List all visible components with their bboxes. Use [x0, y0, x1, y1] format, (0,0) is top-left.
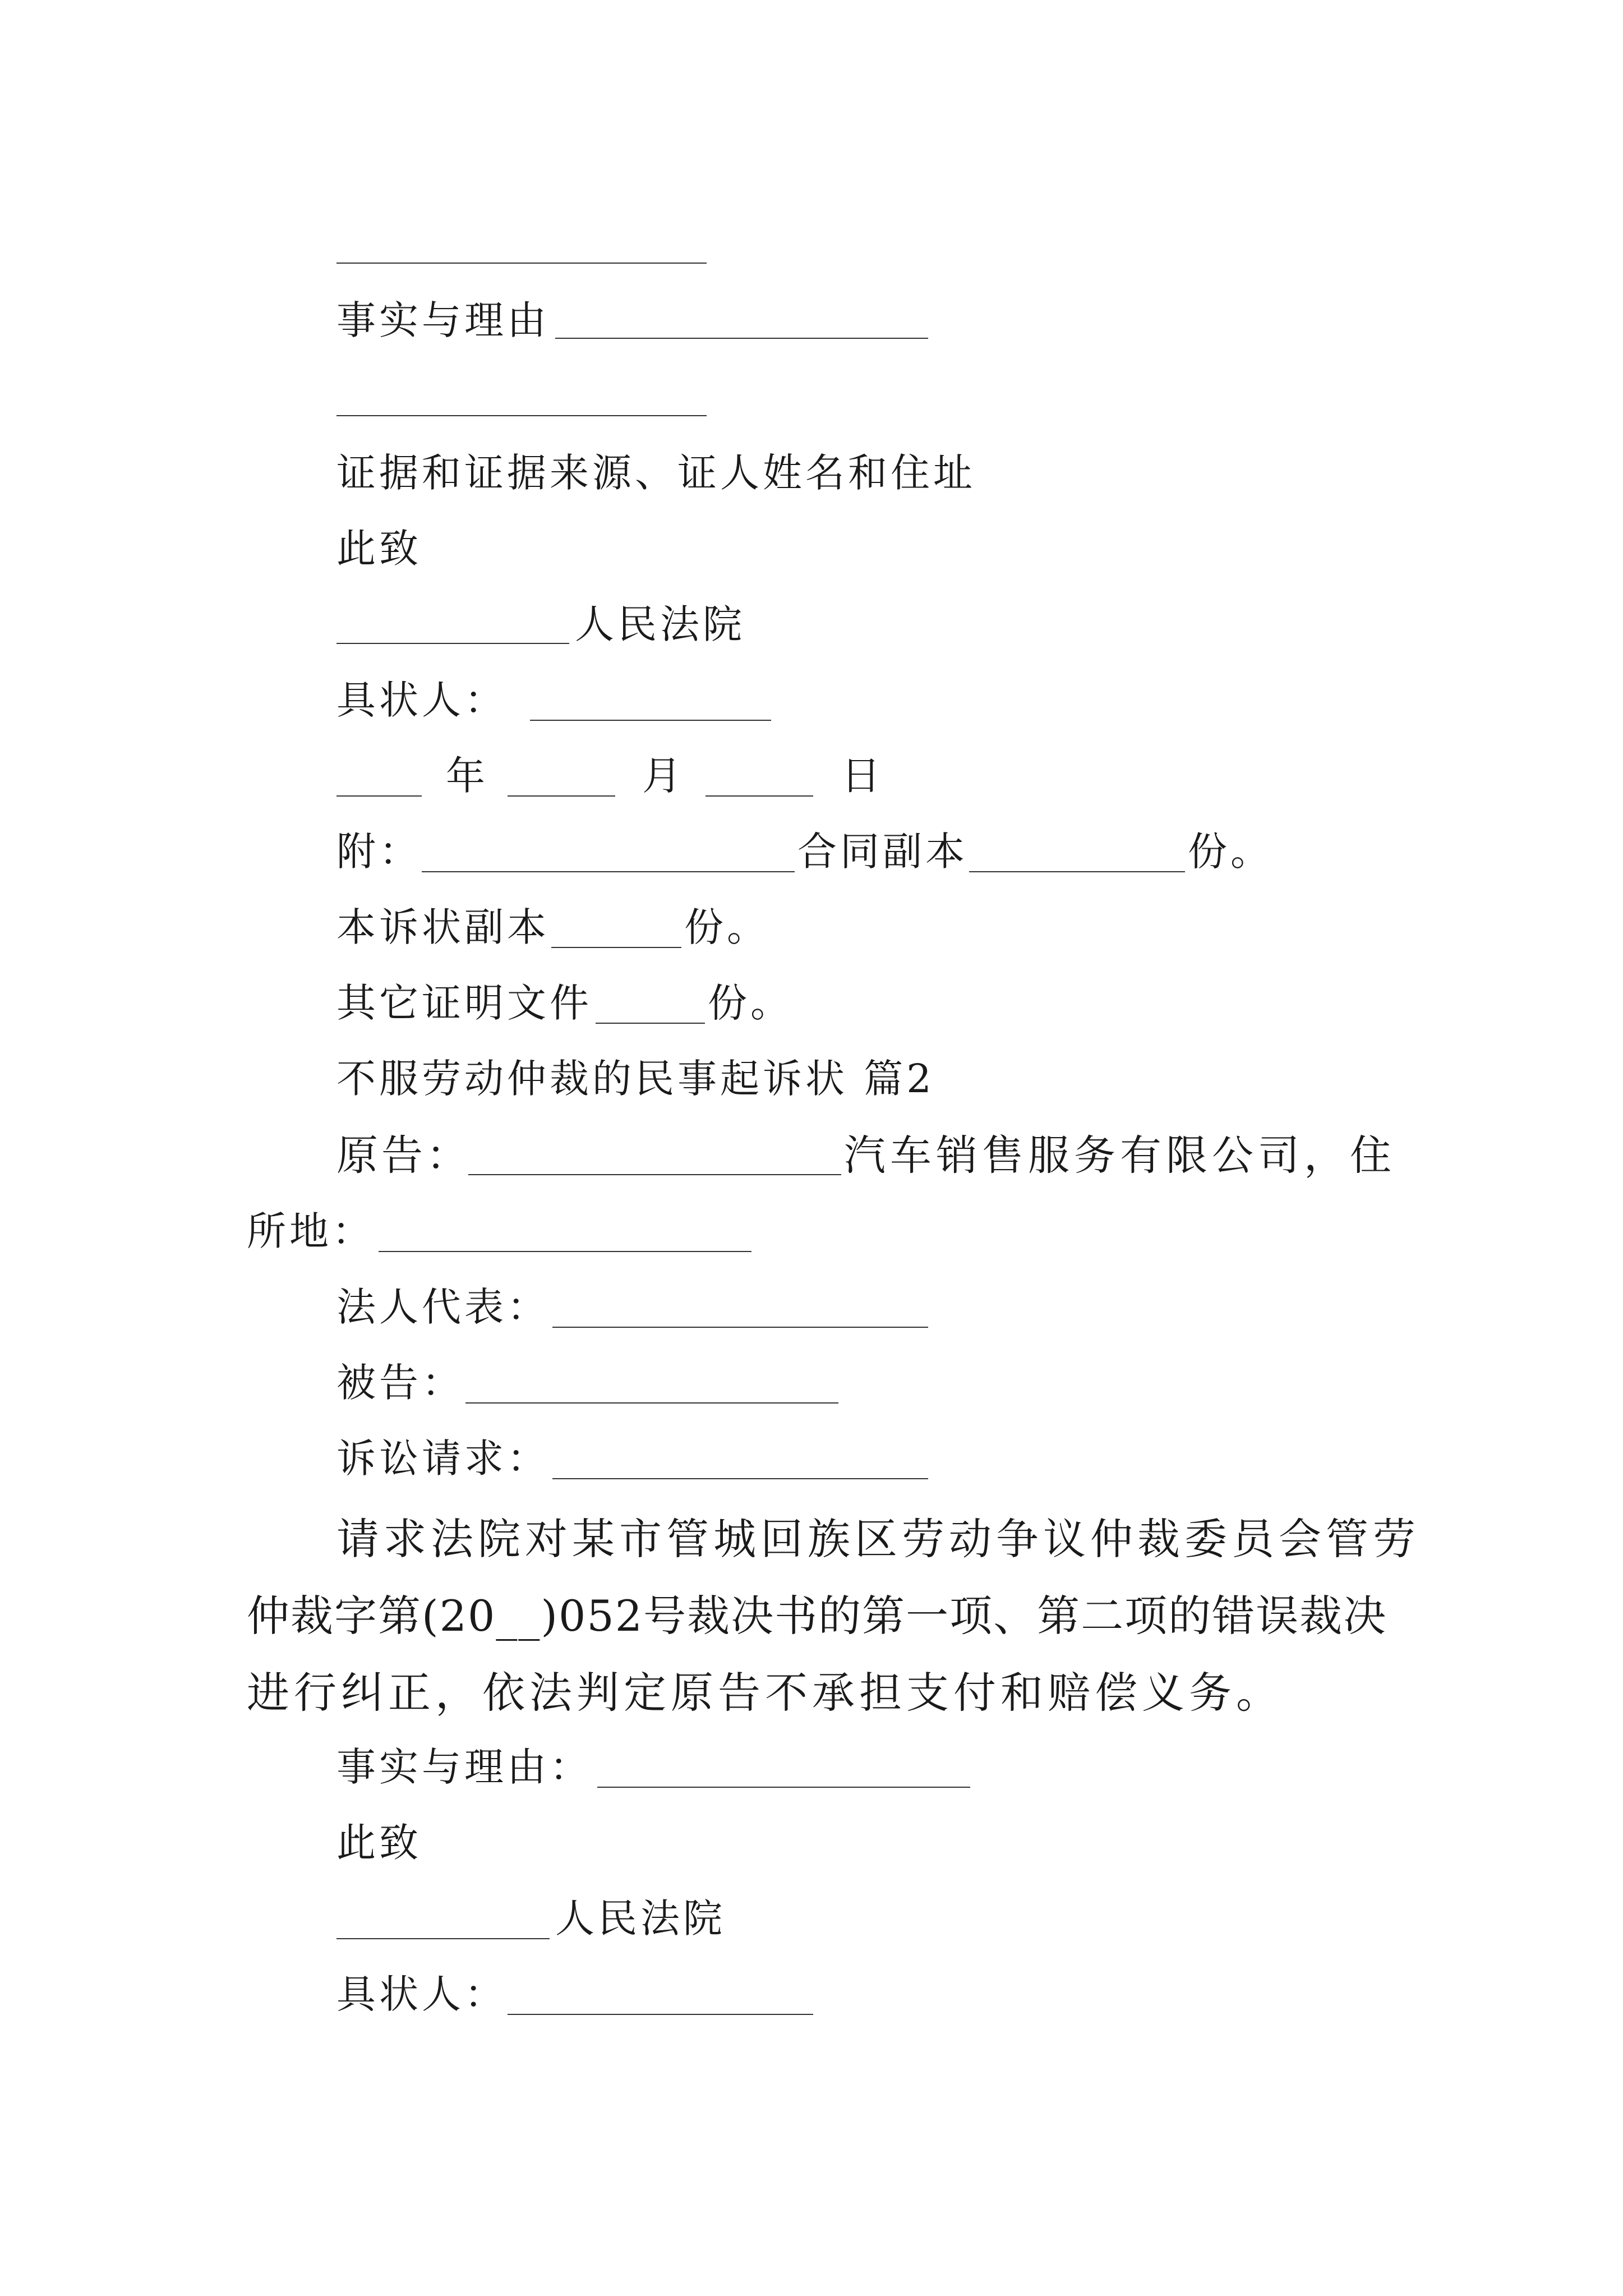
blank-line — [597, 1787, 970, 1788]
blank-line — [336, 795, 422, 797]
blank-line — [555, 338, 928, 339]
blank-line — [336, 643, 569, 644]
text-line: 合同副本 — [797, 829, 968, 875]
blank-line — [596, 1023, 705, 1024]
text-line: 此致 — [336, 1820, 422, 1866]
text-line: 此致 — [336, 526, 422, 572]
text-line: 日 — [841, 753, 884, 799]
blank-line — [706, 795, 813, 797]
text-line: 具状人： — [336, 1971, 507, 2017]
blank-line — [336, 1938, 550, 1939]
blank-line — [465, 1402, 838, 1404]
blank-line — [969, 871, 1185, 872]
text-line: 份。 — [708, 980, 793, 1026]
text-line: 月 — [642, 753, 685, 799]
blank-line — [422, 871, 795, 872]
text-line: 原告： — [336, 1131, 471, 1180]
text-line: 被告： — [336, 1360, 464, 1406]
text-line: 法人代表： — [336, 1284, 550, 1330]
text-line: 事实与理由： — [336, 1744, 592, 1790]
blank-line — [552, 1478, 928, 1479]
blank-line — [530, 720, 771, 721]
blank-line — [379, 1251, 751, 1252]
paragraph-line: 请求法院对某市管城回族区劳动争议仲裁委员会管劳 — [336, 1514, 1420, 1564]
paragraph-line: 仲裁字第(20__)052号裁决书的第一项、第二项的错误裁决 — [247, 1591, 1387, 1641]
text-line: 诉讼请求： — [336, 1435, 550, 1481]
text-line: 汽车销售服务有限公司，住 — [844, 1131, 1396, 1180]
text-line: 人民法院 — [575, 601, 745, 647]
text-line: 事实与理由 — [336, 297, 550, 343]
text-line: 所地： — [247, 1208, 375, 1254]
text-line: 份。 — [684, 904, 769, 950]
blank-line — [551, 947, 681, 948]
text-line: 人民法院 — [555, 1895, 726, 1941]
text-line: 具状人： — [336, 677, 507, 723]
blank-line — [336, 263, 707, 264]
blank-line — [508, 2014, 813, 2015]
text-line: 附： — [336, 829, 422, 875]
blank-line — [508, 795, 615, 797]
blank-line — [336, 415, 707, 416]
text-line: 证据和证据来源、证人姓名和住址 — [336, 450, 976, 496]
paragraph-line: 进行纠正，依法判定原告不承担支付和赔偿义务。 — [247, 1668, 1283, 1718]
blank-line — [468, 1174, 841, 1175]
text-line: 份。 — [1188, 829, 1273, 875]
text-line: 其它证明文件 — [336, 980, 592, 1026]
section-title: 不服劳动仲裁的民事起诉状 篇2 — [336, 1056, 935, 1102]
blank-line — [552, 1327, 928, 1328]
text-line: 本诉状副本 — [336, 904, 550, 950]
text-line: 年 — [446, 753, 488, 799]
